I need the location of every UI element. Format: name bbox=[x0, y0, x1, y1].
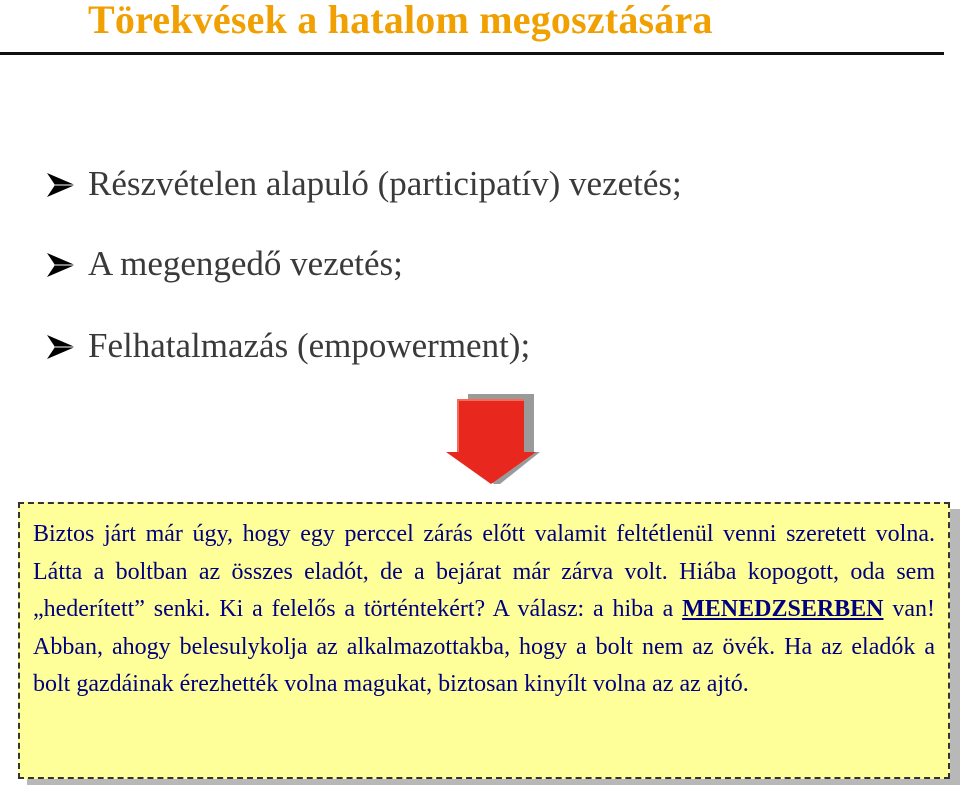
arrowhead-bullet-icon bbox=[46, 252, 76, 278]
bullet-text: A megengedő vezetés; bbox=[88, 244, 403, 283]
story-box bbox=[18, 502, 950, 779]
title-underline bbox=[0, 52, 944, 55]
arrowhead-bullet-icon bbox=[46, 334, 76, 360]
arrowhead-bullet-icon bbox=[46, 172, 76, 198]
story-text-before: Biztos járt már úgy, hogy egy perccel zárás előtt valamit feltétlenül venni szeretett volna. Látta a boltban az összes eladót, de a bejárat már zárva volt. Hiába kopogott, oda sem „hederített” senki. Ki a felelős a történtekért? A válasz: a hiba a bbox=[33, 521, 935, 622]
story-text-after: van! Abban, ahogy belesulykolja az alkalmazottakba, hogy a bolt nem az övék. Ha az eladók a bolt gazdáinak érezhették volna magukat, biztosan kinyílt volna az az ajtó. bbox=[33, 596, 935, 697]
bullet-text: Részvételen alapuló (participatív) vezetés; bbox=[88, 164, 682, 203]
red-down-arrow-icon bbox=[436, 394, 540, 484]
page-title: Törekvések a hatalom megosztására bbox=[88, 0, 713, 42]
story-emphasis: MENEDZSERBEN bbox=[682, 596, 884, 622]
bullet-text: Felhatalmazás (empowerment); bbox=[88, 326, 531, 365]
